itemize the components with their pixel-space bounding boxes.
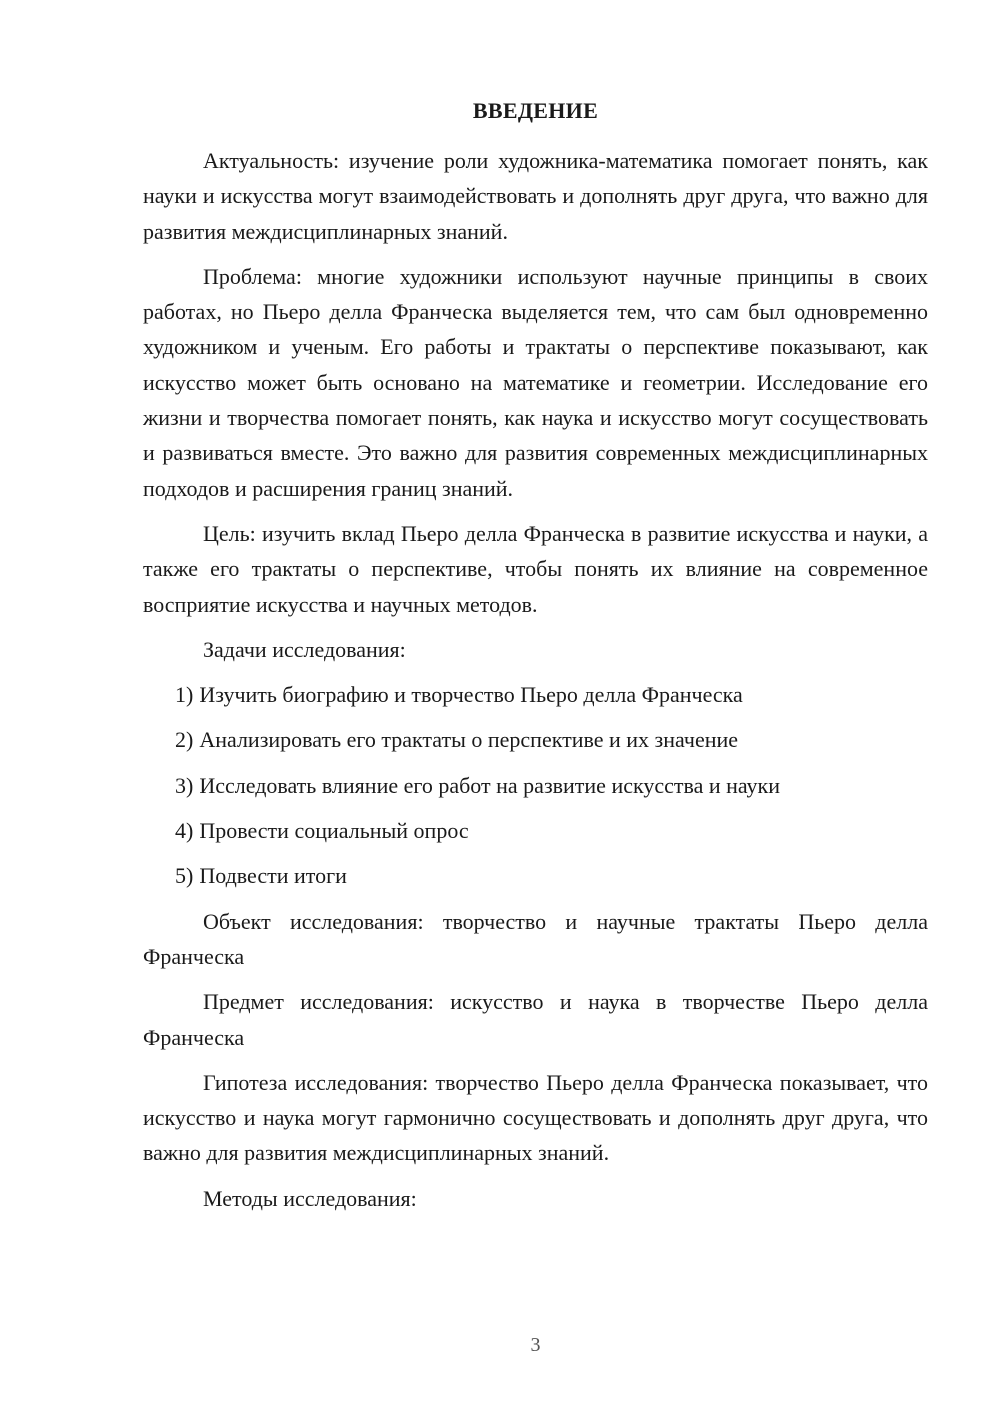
list-item-number: 3) [175, 772, 194, 798]
methods-title: Методы исследования: [203, 1185, 417, 1211]
list-item-number: 5) [175, 863, 194, 889]
list-item [143, 722, 928, 757]
list-item [143, 677, 928, 712]
list-item-text: Анализировать его трактаты о перспективе и их значение [199, 727, 739, 753]
list-item-number: 2) [175, 727, 194, 753]
list-item-text: Исследовать влияние его работ на развитие искусства и науки [199, 772, 781, 798]
list-item-text: Провести социальный опрос [199, 818, 469, 844]
list-item [143, 858, 928, 893]
subject-paragraph: Предмет исследования: искусство и наука в творчестве Пьеро делла Франческа [143, 989, 928, 1050]
tasks-title: Задачи исследования: [203, 636, 406, 662]
list-item-number: 4) [175, 818, 194, 844]
tasks-list [143, 677, 928, 893]
list-item [143, 813, 928, 848]
list-item [143, 768, 928, 803]
list-item-number: 1) [175, 682, 194, 708]
page-number: 3 [530, 1334, 541, 1356]
document-body [143, 143, 928, 1226]
list-item-text: Подвести итоги [199, 863, 347, 889]
relevance-paragraph: Актуальность: изучение роли художника-математика помогает понять, как науки и искусства могут взаимодействовать и дополнять друг друга, что важно для развития междисциплинарных знаний. [143, 148, 928, 244]
goal-paragraph: Цель: изучить вклад Пьеро делла Франческа в развитие искусства и науки, а также его трактаты о перспективе, чтобы понять их влияние на современное восприятие искусства и научных методов. [143, 520, 928, 617]
list-item-text: Изучить биографию и творчество Пьеро делла Франческа [199, 682, 743, 708]
section-heading: ВВЕДЕНИЕ [472, 98, 599, 123]
problem-paragraph: Проблема: многие художники используют научные принципы в своих работах, но Пьеро делла Франческа выделяется тем, что сам был одновременно художником и ученым. Его работы и трактаты о перспективе показывают, как искусство может быть основано на математике и геометрии. Исследование его жизни и творчества помогает понять, как наука и искусство могут сосуществовать и развиваться вместе. Это важно для развития современных междисциплинарных подходов и расширения границ знаний. [143, 263, 928, 501]
document-page [143, 0, 928, 1414]
hypothesis-paragraph: Гипотеза исследования: творчество Пьеро делла Франческа показывает, что искусство и наука могут гармонично сосуществовать и дополнять друг друга, что важно для развития междисциплинарных знаний. [143, 1069, 928, 1166]
object-paragraph: Объект исследования: творчество и научные трактаты Пьеро делла Франческа [143, 908, 928, 969]
